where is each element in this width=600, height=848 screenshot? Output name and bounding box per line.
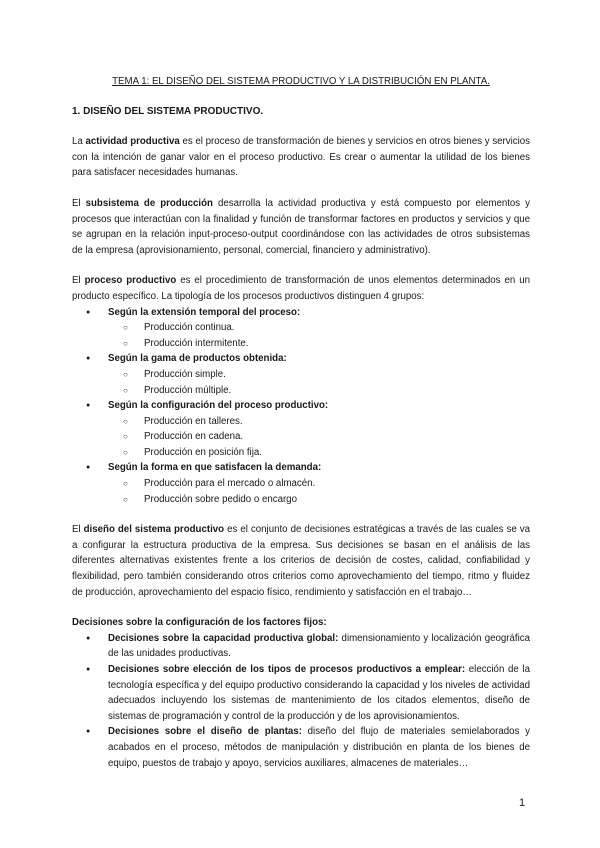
- list-item: ○ Producción sobre pedido o encargo: [72, 492, 530, 508]
- list-item: ● Según la configuración del proceso productivo: ○ Producción en talleres. ○ Producción en cadena. ○ Producción en posición fija.: [72, 398, 530, 460]
- text: es el proceso de transformación de bienes y servicios en otros bienes y servicios con la intención de ganar valor en el proceso productivo. Es crear o aumentar la utilidad de los bienes para satisfacer necesidades humanas.: [72, 136, 531, 179]
- text: es el conjunto de decisiones estratégicas a través de las cuales se va a configurar la estructura productiva de la empresa. Sus decisiones se basan en el análisis de las diferentes alternativas existentes frente a los criterios de decisión de costes, calidad, confiabilidad y flexibilidad, pero también considerando otros criterios como aprovechamiento del tiempo, ritmo y fluidez de producción, aprovechamiento del espacio físico, rendimiento y satisfacción en el trabajo…: [72, 524, 530, 598]
- term-bold: diseño del sistema productivo: [83, 524, 225, 536]
- page-number: 1: [519, 797, 526, 809]
- sublist: [108, 414, 530, 461]
- term-bold: actividad productiva: [85, 136, 180, 148]
- paragraph-actividad-productiva: [72, 134, 530, 181]
- text: El: [72, 524, 84, 536]
- decision-label: Decisiones sobre el diseño de plantas: [108, 726, 299, 738]
- list-item: ○ Producción en cadena.: [72, 429, 530, 445]
- document-title: TEMA 1: EL DISEÑO DEL SISTEMA PRODUCTIVO Y LA DISTRIBUCIÓN EN PLANTA.: [112, 76, 490, 87]
- text: es el procedimiento de transformación de unos elementos determinados en un producto específico. La tipología de los procesos productivos distinguen 4 grupos:: [72, 275, 530, 302]
- text: El: [72, 197, 86, 209]
- sublist: [108, 320, 530, 351]
- list-item: ● Según la forma en que satisfacen la demanda: ○ Producción para el mercado o almacén. ○ Producción sobre pedido o encargo: [72, 460, 530, 507]
- decisions-list: [72, 631, 530, 771]
- decisions-heading: Decisiones sobre la configuración de los factores fijos:: [72, 617, 327, 629]
- group-label: Según la extensión temporal del proceso: [108, 306, 297, 318]
- group-label: Según la forma en que satisfacen la demanda: [108, 462, 318, 474]
- paragraph-subsistema-produccion: [72, 196, 530, 258]
- decision-label: Decisiones sobre la capacidad productiva global: [108, 632, 336, 644]
- list-item: ● Según la extensión temporal del proceso: ○ Producción continua. ○ Producción intermitente.: [72, 305, 530, 352]
- decision-label: Decisiones sobre elección de los tipos de procesos productivos a emplear: [108, 664, 462, 675]
- list-item: ○ Producción en talleres.: [72, 414, 530, 430]
- sublist: [108, 367, 530, 398]
- text: El: [72, 275, 85, 287]
- term-bold: proceso productivo: [84, 275, 177, 287]
- list-item: ● Decisiones sobre elección de los tipos de procesos productivos a emplear: elección de la tecnología específica y del equipo productivo considerando la capacidad y los niveles de actividad adecuados incluyendo los sistemas de mantenimiento de los citados elementos, diseño de sistemas de programación y control de la producción y de los aprovisionamientos.: [72, 662, 530, 724]
- decision-text: dimensionamiento y localización geográfica de las unidades productivas.: [108, 632, 530, 660]
- decision-text: diseño del flujo de materiales semielaborados y acabados en el proceso, métodos de manipulación y distribución en planta de los bienes de equipo, puestos de trabajo y apoyo, servicios auxiliares, almacenes de materiales…: [108, 726, 530, 769]
- list-item: ○ Producción simple.: [72, 367, 530, 383]
- list-item: ○ Producción para el mercado o almacén.: [72, 476, 530, 492]
- process-groups-list: [72, 305, 530, 508]
- group-label: Según la gama de productos obtenida: [108, 353, 284, 365]
- term-bold: subsistema de producción: [85, 197, 213, 209]
- paragraph-proceso-productivo: [72, 273, 530, 304]
- sublist: [108, 476, 530, 507]
- group-label: Según la configuración del proceso productivo: [108, 400, 325, 412]
- list-item: ○ Producción intermitente.: [72, 336, 530, 352]
- decision-text: elección de la tecnología específica y del equipo productivo considerando la capacidad y los niveles de actividad adecuados incluyendo los sistemas de mantenimiento de los citados elementos, diseño de sistemas de programación y control de la producción y de los aprovisionamientos.: [108, 664, 530, 722]
- section-heading: 1. DISEÑO DEL SISTEMA PRODUCTIVO.: [72, 105, 264, 117]
- paragraph-diseno-sistema: [72, 522, 530, 600]
- list-item: ● Decisiones sobre la capacidad productiva global: dimensionamiento y localización geográfica de las unidades productivas.: [72, 631, 530, 662]
- list-item: ○ Producción en posición fija.: [72, 445, 530, 461]
- page-content: [72, 74, 530, 771]
- text: La: [72, 136, 86, 148]
- list-item: ● Decisiones sobre el diseño de plantas: diseño del flujo de materiales semielaborados y acabados en el proceso, métodos de manipulación y distribución en planta de los bienes de equipo, puestos de trabajo y apoyo, servicios auxiliares, almacenes de materiales…: [72, 724, 530, 771]
- list-item: ● Según la gama de productos obtenida: ○ Producción simple. ○ Producción múltiple.: [72, 351, 530, 398]
- text: desarrolla la actividad productiva y está compuesto por elementos y procesos que interactúan con la finalidad y función de transformar factores en productos y servicios y que se agrupan en la relación input-proceso-output coordinándose con las actividades de otros subsistemas de la empresa (aprovisionamiento, personal, comercial, financiero y administrativo).: [72, 197, 530, 256]
- list-item: ○ Producción continua.: [72, 320, 530, 336]
- list-item: ○ Producción múltiple.: [72, 383, 530, 399]
